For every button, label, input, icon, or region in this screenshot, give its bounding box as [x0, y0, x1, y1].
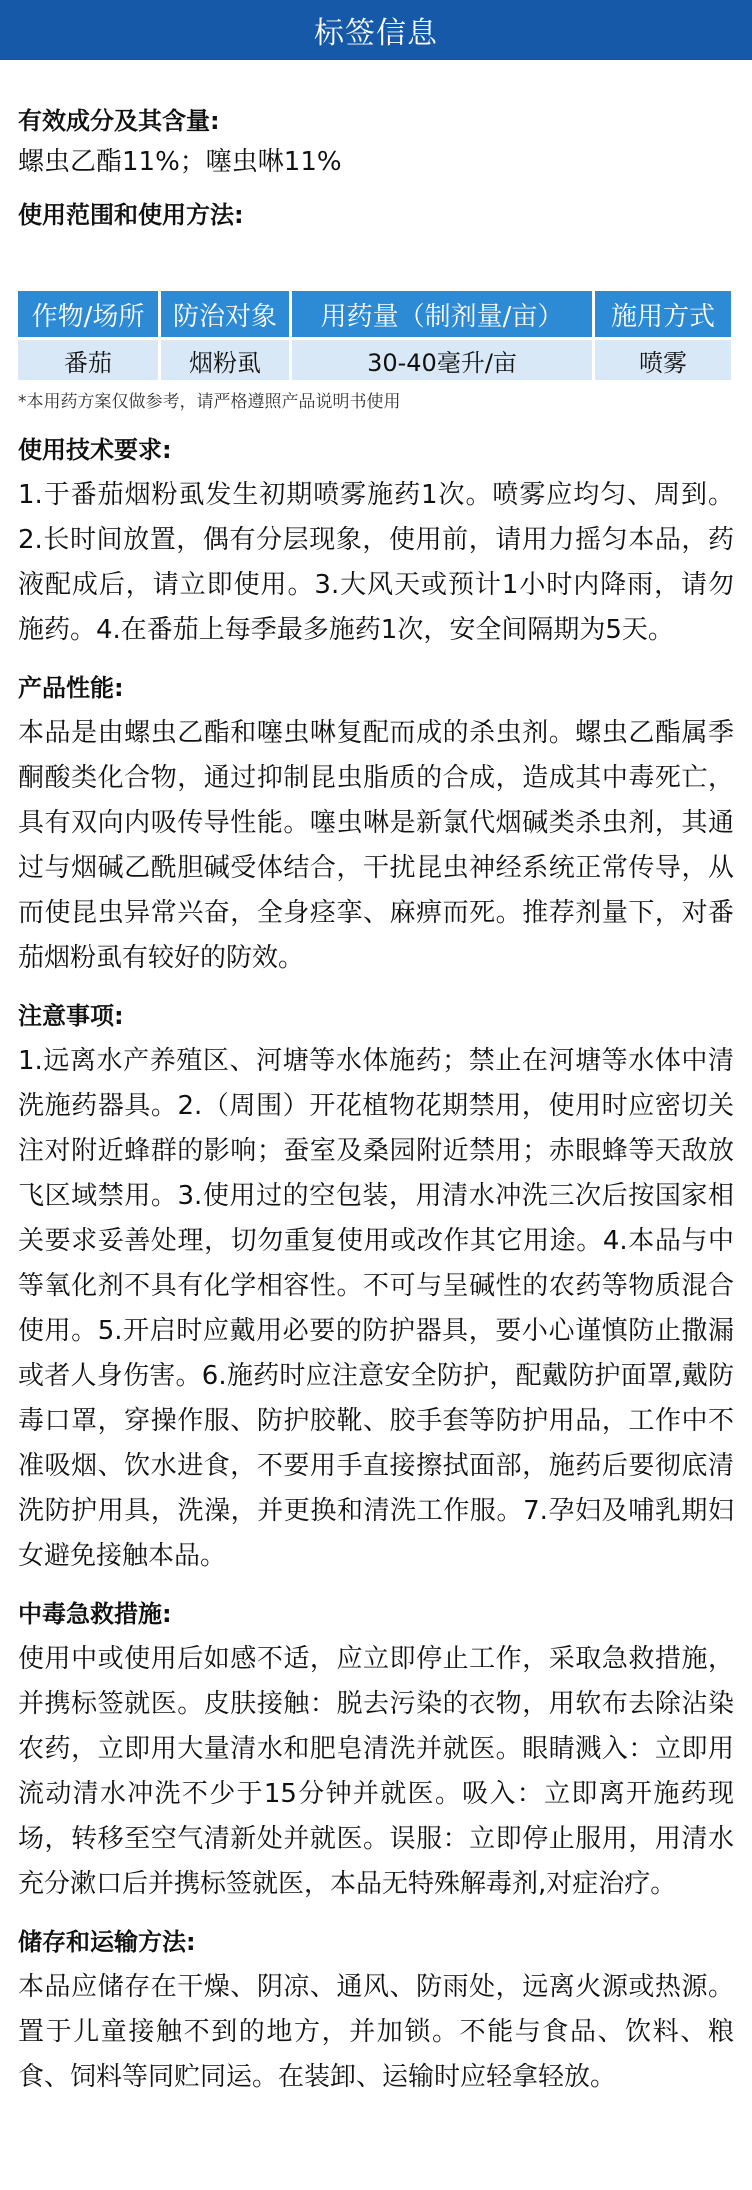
firstaid-text: 使用中或使用后如感不适，应立即停止工作，采取急救措施，并携标签就医。皮肤接触：脱去污染的衣物，用软布去除沾染农药，立即用大量清水和肥皂清洗并就医。眼睛溅入：立即用流动清水冲洗不少于15分钟并就医。吸入：立即离开施药现场，转移至空气清新处并就医。误服：立即停止服用，用清水充分漱口后并携标签就医，本品无特殊解毒剂,对症治疗。	[18, 1644, 734, 1899]
tech-text: 1.于番茄烟粉虱发生初期喷雾施药1次。喷雾应均匀、周到。2.长时间放置，偶有分层现象，使用前，请用力摇匀本品，药液配成后，请立即使用。3.大风天或预计1小时内降雨，请勿施药。4.在番茄上每季最多施药1次，安全间隔期为5天。	[18, 480, 734, 645]
cell-dosage: 30-40毫升/亩	[292, 340, 592, 380]
storage-text: 本品应储存在干燥、阴凉、通风、防雨处，远离火源或热源。置于儿童接触不到的地方，并加锁。不能与食品、饮料、粮食、饲料等同贮同运。在装卸、运输时应轻拿轻放。	[18, 1972, 734, 2092]
dosage-table	[15, 288, 734, 383]
performance-text: 本品是由螺虫乙酯和噻虫啉复配而成的杀虫剂。螺虫乙酯属季酮酸类化合物，通过抑制昆虫脂质的合成，造成其中毒死亡，具有双向内吸传导性能。噻虫啉是新氯代烟碱类杀虫剂，其通过与烟碱乙酰胆碱受体结合，干扰昆虫神经系统正常传导，从而使昆虫异常兴奋，全身痉挛、麻痹而死。推荐剂量下，对番茄烟粉虱有较好的防效。	[18, 718, 734, 973]
tech-section	[18, 433, 734, 653]
storage-heading: 储存和运输方法:	[18, 1928, 196, 1956]
cell-crop: 番茄	[18, 340, 158, 380]
col-header-method: 施用方式	[595, 291, 731, 337]
tech-heading: 使用技术要求:	[18, 436, 172, 464]
cell-method: 喷雾	[595, 340, 731, 380]
usage-heading: 使用范围和使用方法:	[18, 201, 244, 229]
cautions-section	[18, 999, 734, 1579]
firstaid-section	[18, 1597, 734, 1907]
cautions-text: 1.远离水产养殖区、河塘等水体施药；禁止在河塘等水体中清洗施药器具。2.（周围）开花植物花期禁用，使用时应密切关注对附近蜂群的影响；蚕室及桑园附近禁用；赤眼蜂等天敌放飞区域禁用。3.使用过的空包装，用清水冲洗三次后按国家相关要求妥善处理，切勿重复使用或改作其它用途。4.本品与中等氧化剂不具有化学相容性。不可与呈碱性的农药等物质混合使用。5.开启时应戴用必要的防护器具，要小心谨慎防止撒漏或者人身伤害。6.施药时应注意安全防护，配戴防护面罩,戴防毒口罩，穿操作服、防护胶靴、胶手套等防护用品，工作中不准吸烟、饮水进食，不要用手直接擦拭面部，施药后要彻底清洗防护用具，洗澡，并更换和清洗工作服。7.孕妇及哺乳期妇女避免接触本品。	[18, 1046, 734, 1571]
cell-target: 烟粉虱	[161, 340, 289, 380]
label-content	[0, 104, 752, 2100]
table-note: *本用药方案仅做参考，请严格遵照产品说明书使用	[18, 392, 401, 412]
performance-heading: 产品性能:	[18, 674, 124, 702]
dosage-table-header-row	[18, 291, 731, 337]
storage-section	[18, 1925, 734, 2100]
firstaid-heading: 中毒急救措施:	[18, 1600, 172, 1628]
col-header-dosage: 用药量（制剂量/亩）	[292, 291, 592, 337]
ingredients-section	[18, 104, 734, 180]
ingredients-text: 螺虫乙酯11%；噻虫啉11%	[18, 147, 342, 177]
label-info-header	[0, 0, 752, 60]
usage-section	[18, 198, 734, 415]
cautions-heading: 注意事项:	[18, 1002, 124, 1030]
col-header-crop: 作物/场所	[18, 291, 158, 337]
col-header-target: 防治对象	[161, 291, 289, 337]
ingredients-heading: 有效成分及其含量:	[18, 107, 220, 135]
table-row	[18, 340, 731, 380]
performance-section	[18, 671, 734, 981]
header-title: 标签信息	[314, 16, 438, 51]
